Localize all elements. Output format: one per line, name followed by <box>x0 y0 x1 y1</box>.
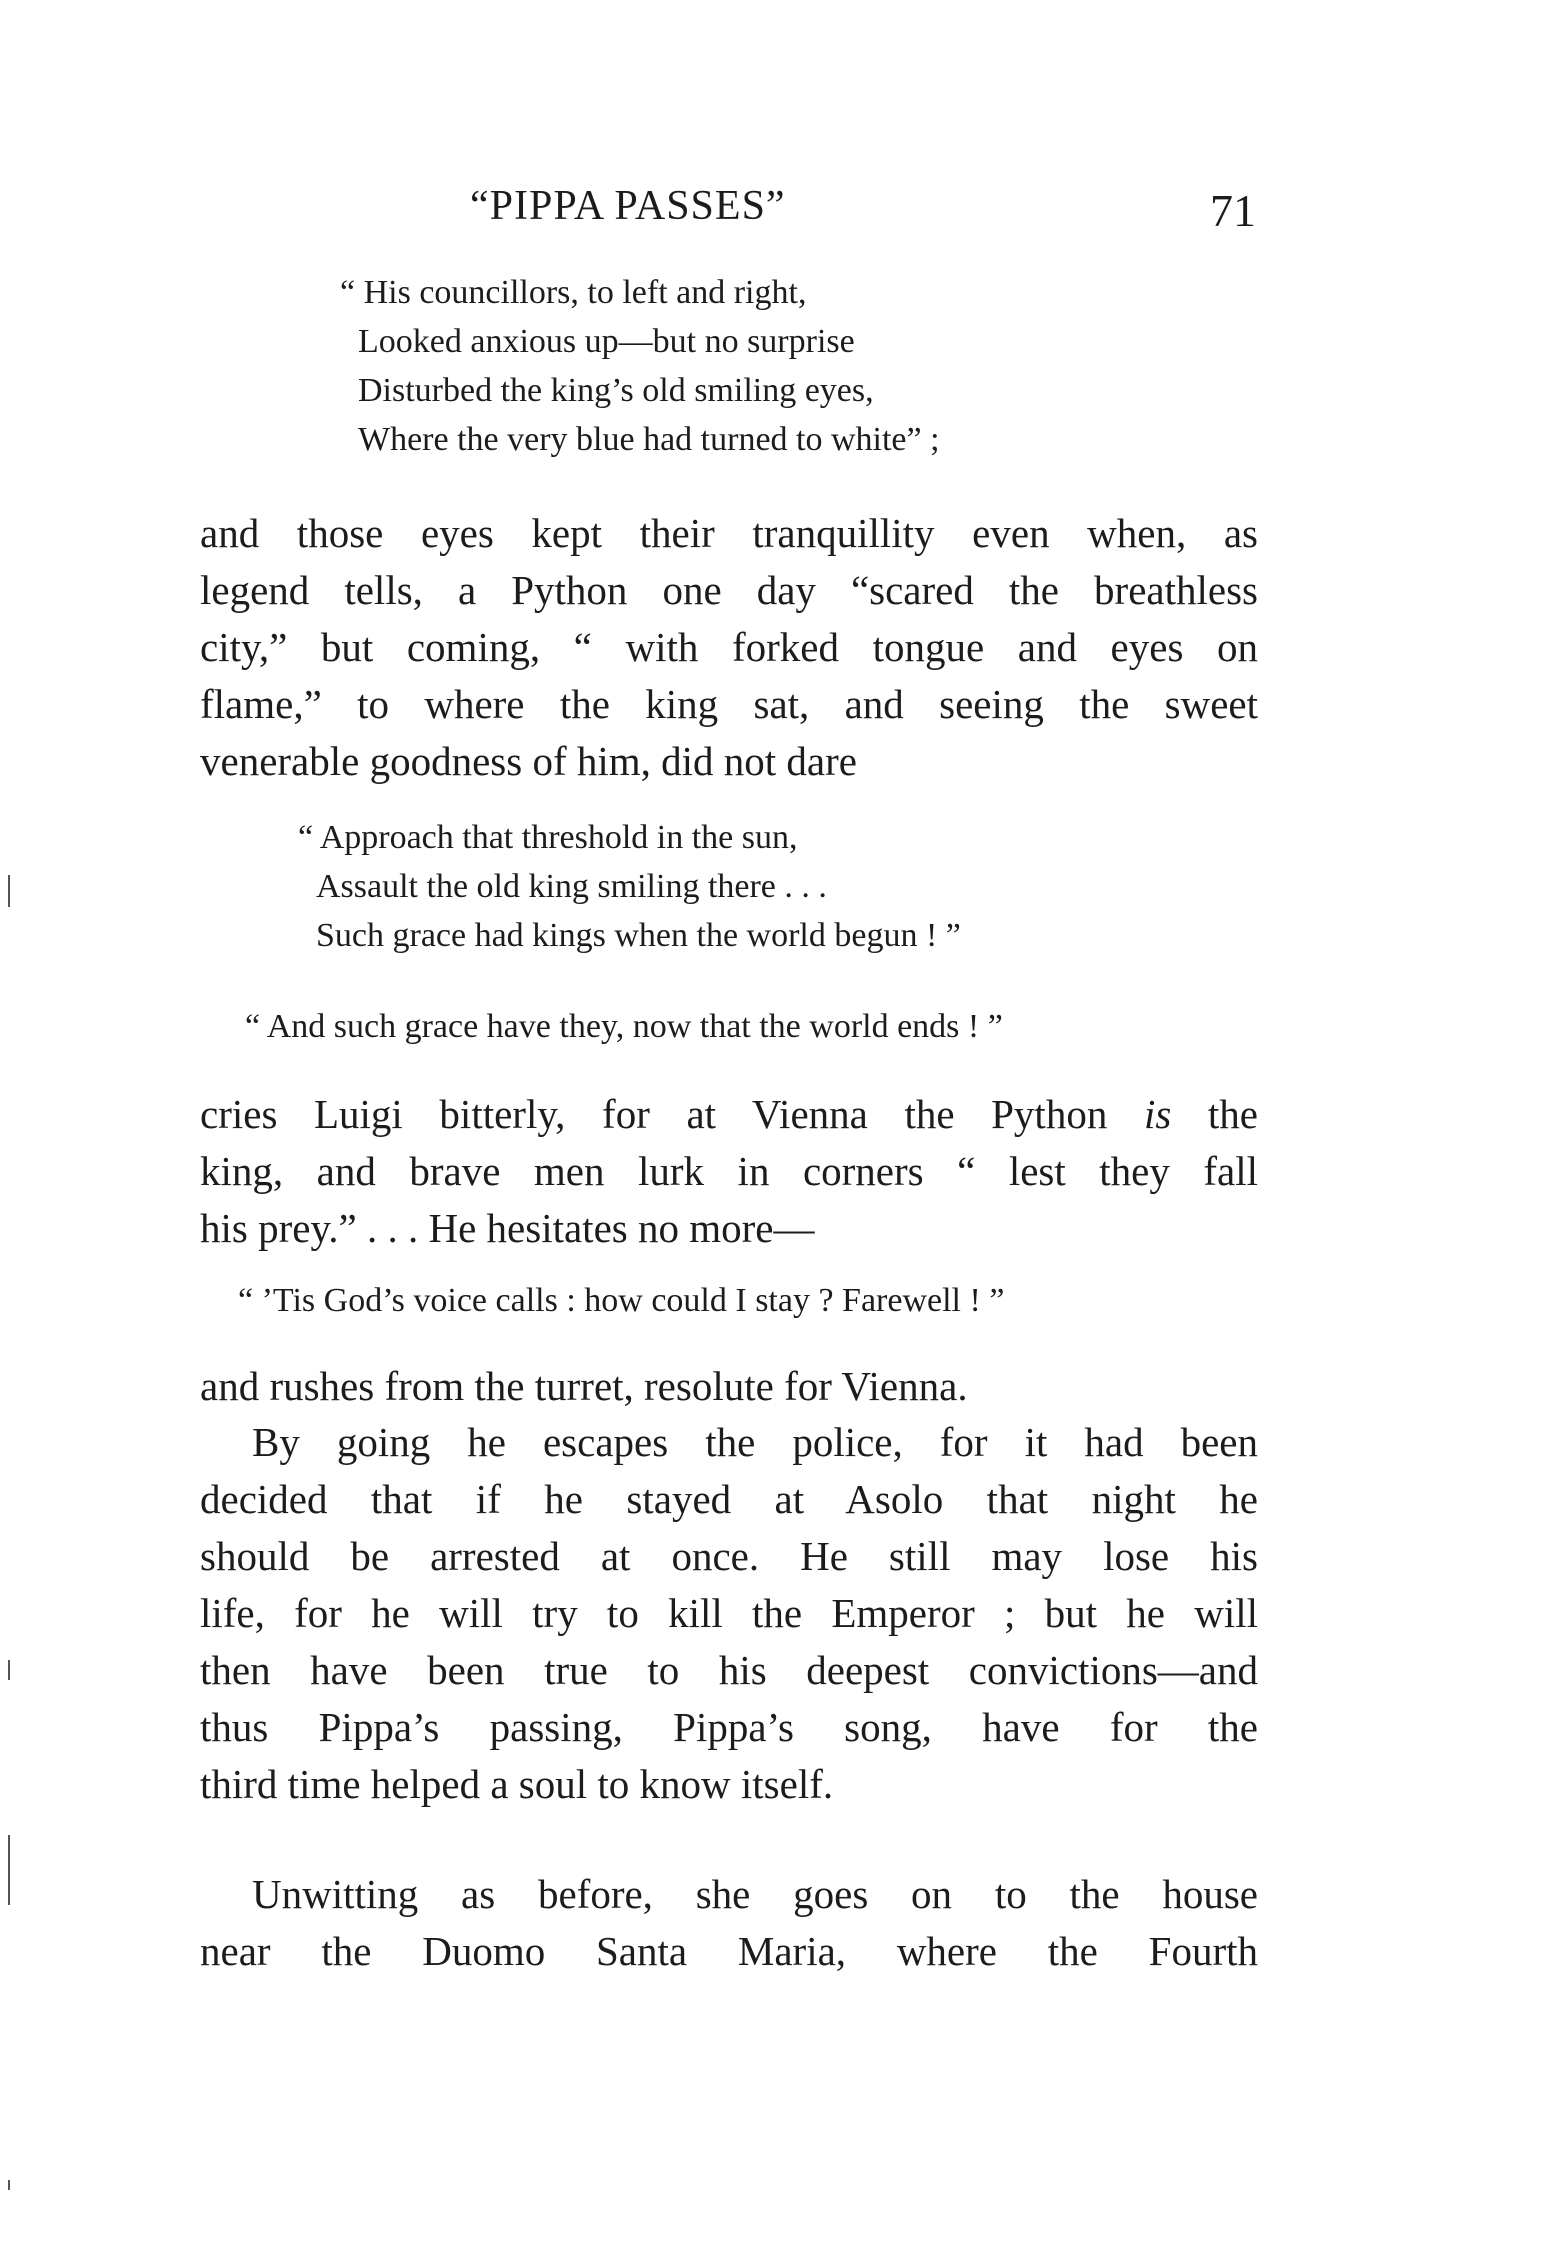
running-head <box>200 182 1266 242</box>
verse-stanza-councillors <box>340 268 940 464</box>
margin-mark <box>8 1660 10 1680</box>
margin-mark <box>8 1835 10 1905</box>
paragraph-python-legend <box>200 505 1258 790</box>
text-segment: cries Luigi bitterly, for at Vienna the Python <box>200 1091 1144 1137</box>
verse-line: Such grace had kings when the world begun ! ” <box>316 917 961 954</box>
text-line: his prey.” . . . He hesitates no more— <box>200 1205 815 1251</box>
running-title: “PIPPA PASSES” <box>470 183 786 229</box>
page-number: 71 <box>1210 185 1256 236</box>
quote-world-ends: “ And such grace have they, now that the world ends ! ” <box>245 1008 1003 1045</box>
text-line: should be arrested at once. He still may lose his <box>200 1533 1258 1579</box>
margin-mark <box>8 2180 10 2190</box>
text-line: By going he escapes the police, for it had been <box>252 1419 1258 1465</box>
text-line: and rushes from the turret, resolute for Vienna. <box>200 1363 968 1409</box>
margin-mark <box>8 875 10 907</box>
verse-line: “ Approach that threshold in the sun, <box>298 819 798 856</box>
text-line: legend tells, a Python one day “scared the breathless <box>200 567 1258 613</box>
text-line <box>200 1086 1258 1143</box>
verse-line: Looked anxious up—but no surprise <box>358 323 855 360</box>
text-segment: the <box>1171 1091 1258 1137</box>
text-line: city,” but coming, “ with forked tongue and eyes on <box>200 624 1258 670</box>
emphasis-is: is <box>1143 1091 1172 1137</box>
text-line: near the Duomo Santa Maria, where the Fourth <box>200 1928 1258 1974</box>
text-line: third time helped a soul to know itself. <box>200 1761 834 1807</box>
quote-farewell: “ ’Tis God’s voice calls : how could I stay ? Farewell ! ” <box>238 1282 1005 1319</box>
text-line: then have been true to his deepest convictions—and <box>200 1647 1258 1693</box>
verse-line: Where the very blue had turned to white” ; <box>358 421 940 458</box>
paragraph-luigi <box>200 1086 1258 1257</box>
text-line: and those eyes kept their tranquillity even when, as <box>200 510 1258 556</box>
paragraph-police <box>200 1414 1258 1813</box>
text-line: decided that if he stayed at Asolo that night he <box>200 1476 1258 1522</box>
verse-line: Disturbed the king’s old smiling eyes, <box>358 372 874 409</box>
text-line: Unwitting as before, she goes on to the house <box>252 1871 1258 1917</box>
text-line: king, and brave men lurk in corners “ lest they fall <box>200 1148 1258 1194</box>
verse-line: “ His councillors, to left and right, <box>340 274 807 311</box>
verse-line: Assault the old king smiling there . . . <box>316 868 827 905</box>
text-line: life, for he will try to kill the Emperor ; but he will <box>200 1590 1258 1636</box>
text-line: flame,” to where the king sat, and seeing the sweet <box>200 681 1258 727</box>
verse-stanza-threshold <box>298 813 961 960</box>
paragraph-vienna <box>200 1358 1258 1415</box>
text-line: venerable goodness of him, did not dare <box>200 738 857 784</box>
text-line: thus Pippa’s passing, Pippa’s song, have for the <box>200 1704 1258 1750</box>
paragraph-unwitting <box>200 1866 1258 1980</box>
